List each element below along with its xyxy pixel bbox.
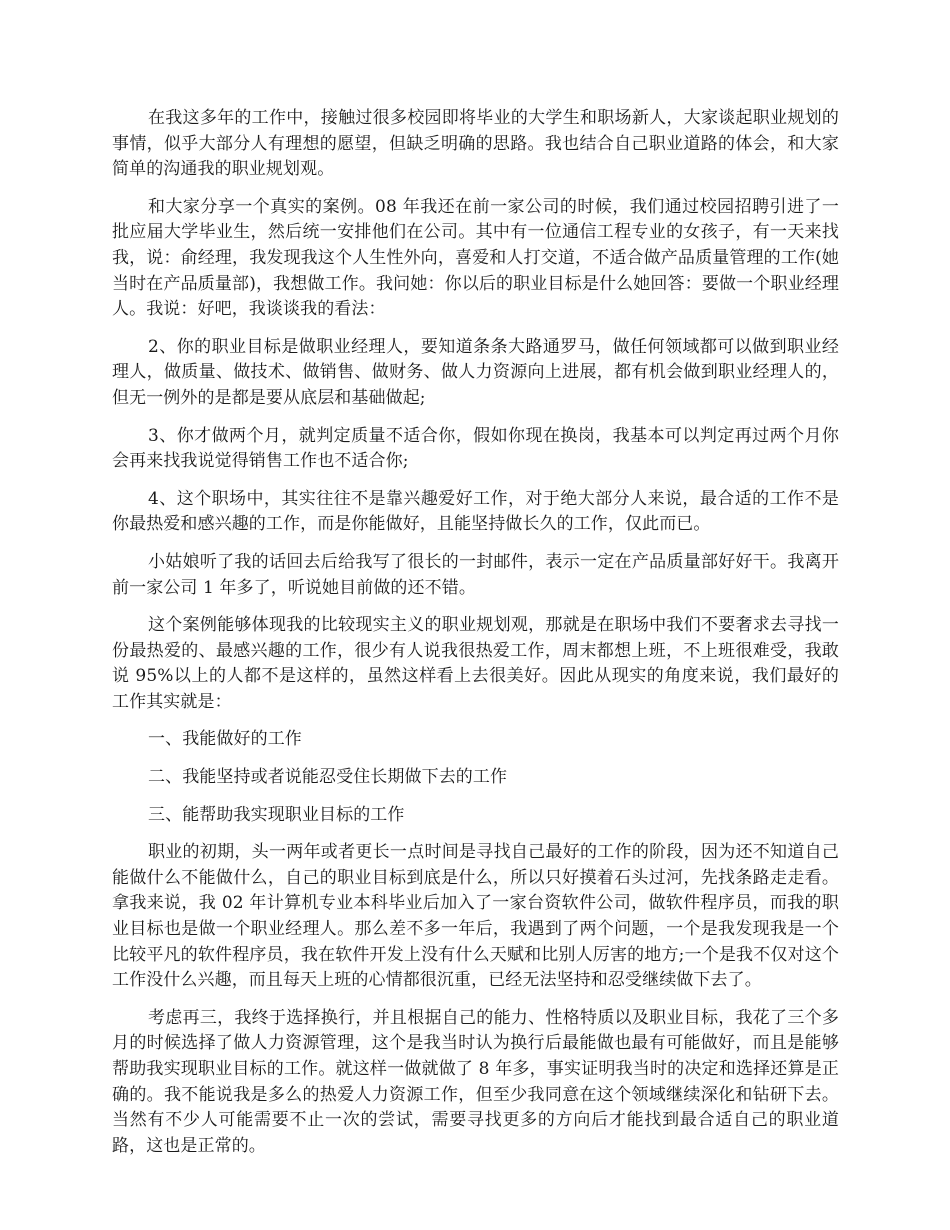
list-item-two: 二、我能坚持或者说能忍受住长期做下去的工作	[148, 767, 508, 788]
paragraph-intro: 在我这多年的工作中，接触过很多校园即将毕业的大学生和职场新人，大家谈起职业规划的事情，似乎大部分人有理想的愿望，但缺乏明确的思路。我也结合自己职业道路的体会，和大家简单的沟通我的职业规划观。	[112, 108, 839, 180]
paragraph-case: 和大家分享一个真实的案例。08 年我还在前一家公司的时候，我们通过校园招聘引进了一批应届大学毕业生，然后统一安排他们在公司。其中有一位通信工程专业的女孩子，有一天来找我，说：俞经理，我发现我这个人生性外向，喜爱和人打交道，不适合做产品质量管理的工作(她当时在产品质量部)，我想做工作。我问她：你以后的职业目标是什么她回答：要做一个职业经理人。我说：好吧，我谈谈我的看法：	[112, 196, 839, 320]
paragraph-outcome: 小姑娘听了我的话回去后给我写了很长的一封邮件，表示一定在产品质量部好好干。我离开前一家公司 1 年多了，听说她目前做的还不错。	[112, 551, 839, 598]
paragraph-point-4: 4、这个职场中，其实往往不是靠兴趣爱好工作，对于绝大部分人来说，最合适的工作不是你最热爱和感兴趣的工作，而是你能做好，且能坚持做长久的工作，仅此而已。	[112, 488, 839, 535]
list-item-one: 一、我能做好的工作	[148, 729, 302, 750]
list-item-three: 三、能帮助我实现职业目标的工作	[148, 804, 405, 825]
document-body	[112, 106, 839, 1171]
paragraph-point-2: 2、你的职业目标是做职业经理人，要知道条条大路通罗马，做任何领域都可以做到职业经理人，做质量、做技术、做销售、做财务、做人力资源向上进展，都有机会做到职业经理人的，但无一例外的是都是要从底层和基础做起;	[112, 336, 839, 408]
paragraph-view: 这个案例能够体现我的比较现实主义的职业规划观，那就是在职场中我们不要奢求去寻找一份最热爱的、最感兴趣的工作，很少有人说我很热爱工作，周末都想上班，不上班很难受，我敢说 95%以上的人都不是这样的，虽然这样看上去很美好。因此从现实的角度来说，我们最好的工作其实就是：	[112, 615, 839, 712]
paragraph-point-3: 3、你才做两个月，就判定质量不适合你，假如你现在换岗，我基本可以判定再过两个月你会再来找我说觉得销售工作也不适合你;	[112, 425, 839, 472]
paragraph-decision: 考虑再三，我终于选择换行，并且根据自己的能力、性格特质以及职业目标，我花了三个多月的时候选择了做人力资源管理，这个是我当时认为换行后最能做也最有可能做好，而且是能够帮助我实现职业目标的工作。就这样一做就做了 8 年多，事实证明我当时的决定和选择还算是正确的。我不能说我是多么的热爱人力资源工作，但至少我同意在这个领域继续深化和钻研下去。当然有不少人可能需要不止一次的尝试，需要寻找更多的方向后才能找到最合适自己的职业道路，这也是正常的。	[112, 1007, 839, 1156]
paragraph-early-career: 职业的初期，头一两年或者更长一点时间是寻找自己最好的工作的阶段，因为还不知道自己能做什么不能做什么，自己的职业目标到底是什么，所以只好摸着石头过河，先找条路走走看。拿我来说，我 02 年计算机专业本科毕业后加入了一家台资软件公司，做软件程序员，而我的职业目标也是做一个职业经理人。那么差不多一年后，我遇到了两个问题，一个是我发现我是一个比较平凡的软件程序员，我在软件开发上没有什么天赋和比别人厉害的地方;一个是我不仅对这个工作没什么兴趣，而且每天上班的心情都很沉重，已经无法坚持和忍受继续做下去了。	[112, 842, 839, 991]
